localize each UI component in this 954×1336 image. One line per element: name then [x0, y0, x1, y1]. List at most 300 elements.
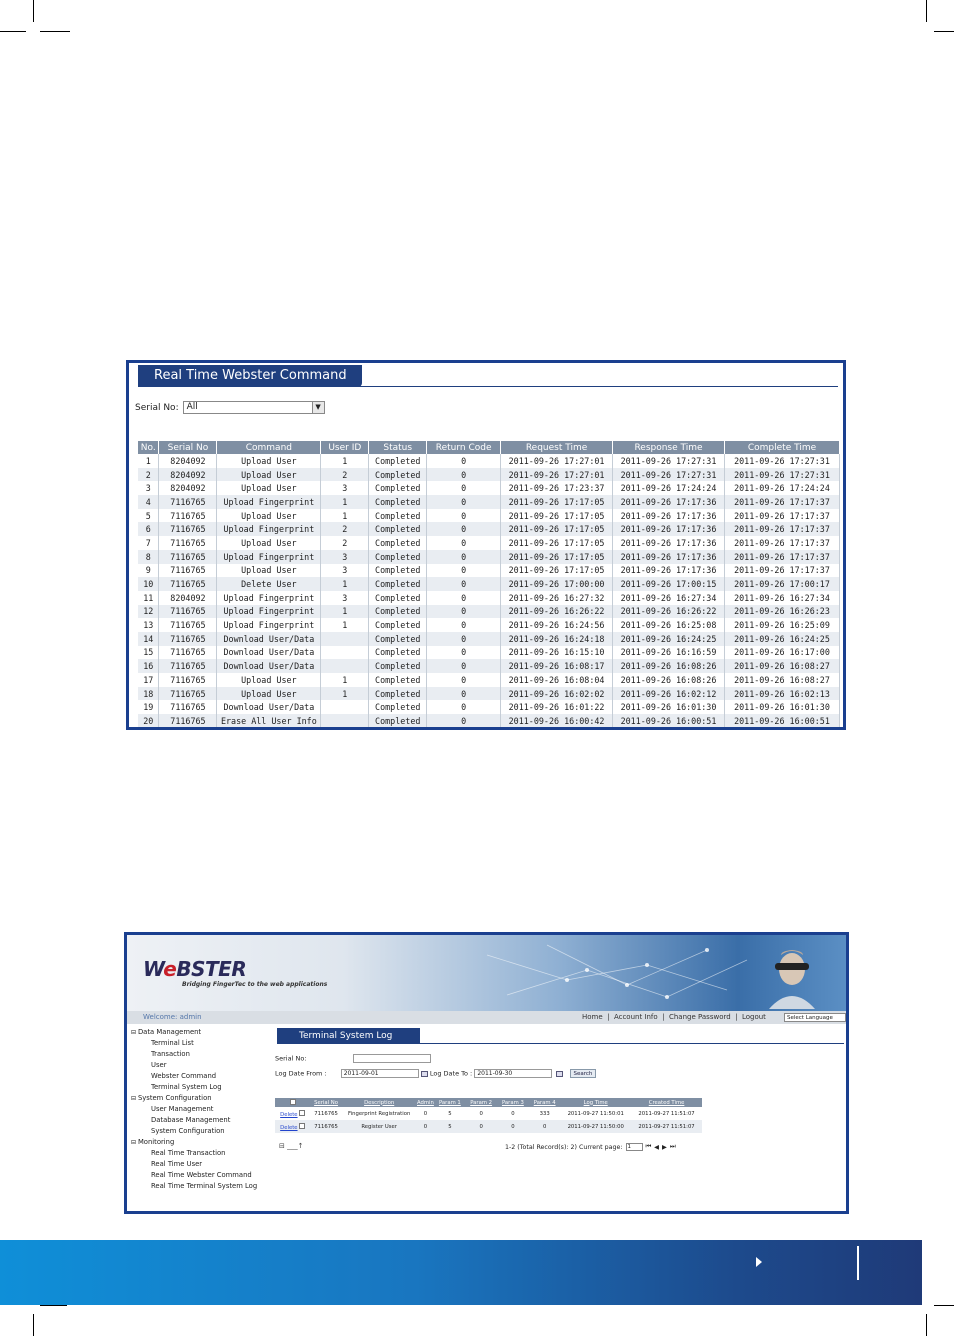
table-cell: Upload Fingerprint: [217, 522, 321, 536]
table-row: [138, 673, 840, 687]
table-cell: 2011-09-26 16:00:51: [724, 714, 839, 728]
table-cell: Completed: [369, 522, 427, 536]
person-with-visor-icon: [767, 947, 817, 1009]
table-cell: 2011-09-26 17:17:37: [724, 550, 839, 564]
column-header: Return Code: [427, 441, 501, 454]
table-cell: Completed: [369, 536, 427, 550]
table-row: [138, 564, 840, 578]
footer-divider: [857, 1246, 859, 1280]
table-cell: 6: [138, 522, 159, 536]
column-header: Param 4: [529, 1098, 560, 1107]
table-cell: 0: [427, 536, 501, 550]
table-header-row: [275, 1098, 702, 1107]
table-cell: 2011-09-27 11:51:07: [631, 1120, 702, 1133]
column-header: Param 3: [497, 1098, 529, 1107]
table-cell: [321, 700, 369, 714]
table-cell: 2011-09-26 16:25:08: [613, 618, 725, 632]
table-cell: 2011-09-26 17:17:05: [501, 564, 613, 578]
crop-mark: [934, 1305, 954, 1306]
table-cell: Completed: [369, 481, 427, 495]
pager-summary: 1-2 (Total Record(s): 2) Current page:: [505, 1143, 623, 1151]
table-cell: 0: [466, 1120, 497, 1133]
calendar-icon[interactable]: [556, 1071, 563, 1077]
sidebar-item[interactable]: User: [151, 1061, 167, 1069]
table-cell: 7116765: [159, 509, 217, 523]
table-cell: 2011-09-26 16:25:09: [724, 618, 839, 632]
table-row: [138, 605, 840, 619]
table-cell: Upload User: [217, 454, 321, 468]
table-cell: 3: [321, 591, 369, 605]
top-nav-bar: [127, 1011, 846, 1024]
table-cell: 7116765: [310, 1107, 341, 1120]
table-cell: 2011-09-26 16:08:27: [724, 673, 839, 687]
table-cell: 1: [321, 577, 369, 591]
table-cell: 7116765: [159, 522, 217, 536]
sidebar-item[interactable]: Transaction: [151, 1050, 190, 1058]
table-cell: 0: [497, 1107, 529, 1120]
sidebar-item[interactable]: Real Time User: [151, 1160, 203, 1168]
table-cell: 2011-09-26 16:26:22: [613, 605, 725, 619]
table-cell: 2011-09-26 16:08:27: [724, 659, 839, 673]
table-cell: 2011-09-26 16:00:42: [501, 714, 613, 728]
table-row: [138, 495, 840, 509]
table-cell: 7: [138, 536, 159, 550]
sidebar-item[interactable]: Real Time Webster Command: [151, 1171, 252, 1179]
crop-mark: [33, 0, 34, 22]
table-cell: 17: [138, 673, 159, 687]
table-cell: 7116765: [310, 1120, 341, 1133]
table-cell: 12: [138, 605, 159, 619]
table-cell: [321, 659, 369, 673]
change-password-link[interactable]: Change Password: [668, 1013, 731, 1021]
table-cell: 2011-09-26 16:01:30: [724, 700, 839, 714]
table-cell: Register User: [342, 1120, 417, 1133]
sidebar-item[interactable]: Terminal System Log: [151, 1083, 222, 1091]
table-cell: 0: [427, 673, 501, 687]
table-cell: 0: [427, 646, 501, 660]
sidebar-item[interactable]: Real Time Transaction: [151, 1149, 226, 1157]
table-row: [138, 522, 840, 536]
column-header: Status: [369, 441, 427, 454]
row-checkbox[interactable]: [299, 1110, 305, 1116]
header-banner: [127, 935, 846, 1011]
table-cell: 5: [434, 1120, 465, 1133]
table-cell: Completed: [369, 632, 427, 646]
sidebar-group[interactable]: ⊟ Data Management: [131, 1027, 263, 1038]
table-cell: 2011-09-26 16:26:22: [501, 605, 613, 619]
table-cell: 0: [427, 481, 501, 495]
table-cell: Fingerprint Registration: [342, 1107, 417, 1120]
table-row: [138, 550, 840, 564]
table-cell: Completed: [369, 673, 427, 687]
table-header-row: [138, 441, 840, 454]
table-cell: 0: [427, 550, 501, 564]
serial-select-value: All: [186, 402, 198, 412]
calendar-icon[interactable]: [421, 1071, 428, 1077]
table-row: [138, 536, 840, 550]
log-date-from-label: Log Date From :: [275, 1069, 327, 1078]
welcome-text: Welcome: admin: [143, 1013, 202, 1021]
table-cell: Completed: [369, 468, 427, 482]
table-cell: Download User/Data: [217, 632, 321, 646]
table-cell: 2011-09-26 16:24:18: [501, 632, 613, 646]
table-cell: 2011-09-26 17:00:15: [613, 577, 725, 591]
table-cell: 2011-09-26 17:17:37: [724, 495, 839, 509]
table-cell: 2011-09-26 17:17:37: [724, 536, 839, 550]
prev-page-icon[interactable]: ◀: [654, 1143, 660, 1151]
table-cell: 2011-09-26 16:24:25: [613, 632, 725, 646]
bulk-delete-tool[interactable]: ⊟ ___↑: [279, 1142, 304, 1150]
table-cell: 19: [138, 700, 159, 714]
table-cell: Upload User: [217, 468, 321, 482]
column-header[interactable]: [275, 1098, 310, 1107]
table-cell: [321, 714, 369, 728]
table-cell: 0: [427, 659, 501, 673]
table-cell: 1: [321, 605, 369, 619]
command-table: [138, 441, 840, 728]
table-cell: 0: [529, 1120, 560, 1133]
sidebar-group[interactable]: ⊟ Monitoring: [131, 1137, 263, 1148]
table-row: [138, 700, 840, 714]
table-cell: 2011-09-26 17:17:05: [501, 509, 613, 523]
crop-mark: [40, 1305, 67, 1306]
table-cell: 0: [427, 509, 501, 523]
table-cell: Completed: [369, 495, 427, 509]
table-cell: 1: [321, 495, 369, 509]
sidebar-item[interactable]: Webster Command: [151, 1072, 217, 1080]
table-cell: 7116765: [159, 673, 217, 687]
crop-mark: [40, 31, 70, 32]
first-page-icon[interactable]: ⏮: [645, 1143, 652, 1150]
column-header: Created Time: [631, 1098, 702, 1107]
table-cell: 0: [427, 468, 501, 482]
table-row: [138, 714, 840, 728]
table-cell: Download User/Data: [217, 659, 321, 673]
row-checkbox[interactable]: [299, 1123, 305, 1129]
table-cell: 0: [427, 495, 501, 509]
table-cell: 0: [427, 700, 501, 714]
table-cell: 2011-09-26 17:17:36: [613, 522, 725, 536]
table-row: [138, 468, 840, 482]
table-cell: 3: [138, 481, 159, 495]
table-cell: 2011-09-26 17:27:31: [724, 468, 839, 482]
table-cell: 0: [466, 1107, 497, 1120]
table-cell: 8204092: [159, 454, 217, 468]
table-row: [138, 454, 840, 468]
table-cell: Completed: [369, 646, 427, 660]
table-cell: 333: [529, 1107, 560, 1120]
table-cell: 3: [321, 481, 369, 495]
table-cell: Completed: [369, 454, 427, 468]
table-cell: Upload Fingerprint: [217, 605, 321, 619]
table-cell: 2011-09-27 11:50:00: [560, 1120, 631, 1133]
table-cell: Completed: [369, 550, 427, 564]
table-row: [138, 481, 840, 495]
column-header: Command: [217, 441, 321, 454]
serial-label: Serial No:: [135, 402, 179, 413]
page-select[interactable]: 1: [626, 1143, 643, 1151]
table-cell: 2011-09-26 17:27:31: [724, 454, 839, 468]
table-cell: Download User/Data: [217, 700, 321, 714]
top-links: Home | Account Info | Change Password | Logout: [582, 1013, 766, 1021]
serial-input[interactable]: [353, 1054, 431, 1063]
serial-filter: [275, 1054, 431, 1063]
table-cell: 2011-09-26 16:27:34: [613, 591, 725, 605]
date-filter: [275, 1069, 596, 1078]
table-cell: 2: [138, 468, 159, 482]
table-cell: 8204092: [159, 481, 217, 495]
table-cell: 2011-09-26 17:17:36: [613, 550, 725, 564]
table-cell: Upload User: [217, 673, 321, 687]
table-cell: Erase All User Info: [217, 714, 321, 728]
table-cell: Upload Fingerprint: [217, 591, 321, 605]
table-cell: Download User/Data: [217, 646, 321, 660]
table-cell: 2011-09-26 16:24:56: [501, 618, 613, 632]
select-all-checkbox[interactable]: [290, 1099, 296, 1105]
table-row: [138, 577, 840, 591]
column-header: Description: [342, 1098, 417, 1107]
table-cell: [275, 1120, 310, 1133]
table-cell: 2011-09-26 16:01:22: [501, 700, 613, 714]
table-cell: 2011-09-26 16:08:26: [613, 673, 725, 687]
table-cell: 2011-09-26 17:17:36: [613, 495, 725, 509]
title-underline: [138, 386, 838, 387]
serial-label: Serial No:: [275, 1054, 307, 1063]
table-cell: 8204092: [159, 591, 217, 605]
table-cell: Completed: [369, 577, 427, 591]
system-log-table: [275, 1098, 702, 1133]
sidebar-item[interactable]: User Management: [151, 1105, 214, 1113]
table-cell: 2011-09-26 17:00:00: [501, 577, 613, 591]
column-header: Param 2: [466, 1098, 497, 1107]
table-cell: 2011-09-26 16:08:17: [501, 659, 613, 673]
crop-mark: [926, 1314, 927, 1336]
column-header: Complete Time: [724, 441, 839, 454]
table-cell: 0: [427, 577, 501, 591]
next-page-icon[interactable]: ▶: [662, 1143, 667, 1151]
footer-band: [0, 1240, 922, 1305]
serial-filter: [135, 401, 325, 414]
table-cell: 2011-09-26 17:27:31: [613, 468, 725, 482]
table-cell: 5: [434, 1107, 465, 1120]
table-cell: 2011-09-26 17:24:24: [613, 481, 725, 495]
table-cell: Completed: [369, 605, 427, 619]
table-cell: 5: [138, 509, 159, 523]
table-row: [138, 687, 840, 701]
language-select[interactable]: Select Language: [784, 1013, 846, 1022]
webster-logo: WeBSTER: [143, 957, 247, 981]
table-cell: Completed: [369, 700, 427, 714]
table-cell: 7116765: [159, 632, 217, 646]
table-cell: 2011-09-26 17:27:01: [501, 454, 613, 468]
table-cell: 4: [138, 495, 159, 509]
table-row: [275, 1120, 702, 1133]
table-cell: 2011-09-26 16:17:00: [724, 646, 839, 660]
table-cell: 2011-09-26 17:27:01: [501, 468, 613, 482]
table-cell: [275, 1107, 310, 1120]
table-cell: 0: [427, 591, 501, 605]
table-cell: 2011-09-26 16:26:23: [724, 605, 839, 619]
table-cell: Upload Fingerprint: [217, 495, 321, 509]
logout-link[interactable]: Logout: [741, 1013, 766, 1021]
table-row: [138, 646, 840, 660]
terminal-log-screenshot: [124, 932, 849, 1214]
sidebar-menu: [131, 1027, 263, 1192]
table-row: [138, 659, 840, 673]
table-cell: 2011-09-26 16:02:02: [501, 687, 613, 701]
table-cell: 2: [321, 536, 369, 550]
table-cell: 7116765: [159, 700, 217, 714]
table-cell: Delete User: [217, 577, 321, 591]
table-cell: 0: [427, 618, 501, 632]
table-cell: 7116765: [159, 646, 217, 660]
table-cell: 2011-09-26 16:15:10: [501, 646, 613, 660]
table-cell: 2011-09-26 17:17:05: [501, 550, 613, 564]
table-cell: 2011-09-26 16:16:59: [613, 646, 725, 660]
table-cell: 8204092: [159, 468, 217, 482]
chevron-down-icon[interactable]: ▼: [312, 402, 324, 413]
crop-mark: [0, 31, 26, 32]
table-cell: 7116765: [159, 550, 217, 564]
table-cell: 2011-09-26 17:17:36: [613, 536, 725, 550]
table-cell: 2011-09-26 16:27:34: [724, 591, 839, 605]
table-cell: 2011-09-26 17:17:05: [501, 536, 613, 550]
table-cell: 2011-09-26 16:00:51: [613, 714, 725, 728]
table-cell: 3: [321, 550, 369, 564]
table-cell: 7116765: [159, 605, 217, 619]
table-cell: 0: [427, 605, 501, 619]
table-cell: 20: [138, 714, 159, 728]
table-cell: 2011-09-26 17:17:37: [724, 509, 839, 523]
table-cell: Upload User: [217, 687, 321, 701]
table-cell: 2011-09-26 17:17:36: [613, 509, 725, 523]
table-row: [138, 618, 840, 632]
table-cell: Completed: [369, 591, 427, 605]
table-cell: 1: [321, 618, 369, 632]
table-cell: 0: [417, 1120, 435, 1133]
search-button[interactable]: Search: [570, 1069, 597, 1078]
table-cell: 18: [138, 687, 159, 701]
table-cell: 2011-09-26 16:08:26: [613, 659, 725, 673]
log-date-to-input[interactable]: 2011-09-30: [474, 1069, 552, 1078]
serial-select[interactable]: [183, 401, 325, 414]
table-cell: 2011-09-26 16:08:04: [501, 673, 613, 687]
table-cell: 0: [427, 714, 501, 728]
log-date-to-label: Log Date To :: [429, 1069, 473, 1078]
table-cell: 0: [427, 687, 501, 701]
title-underline: [277, 1043, 844, 1044]
column-header: User ID: [321, 441, 369, 454]
table-cell: 2011-09-27 11:50:01: [560, 1107, 631, 1120]
table-cell: 2011-09-26 16:02:13: [724, 687, 839, 701]
table-cell: Completed: [369, 687, 427, 701]
table-cell: 2011-09-26 16:27:32: [501, 591, 613, 605]
table-cell: 1: [321, 687, 369, 701]
table-cell: 2011-09-26 17:17:05: [501, 495, 613, 509]
table-cell: 0: [417, 1107, 435, 1120]
table-cell: 3: [321, 564, 369, 578]
table-cell: Completed: [369, 618, 427, 632]
table-cell: Completed: [369, 714, 427, 728]
realtime-command-screenshot: [126, 360, 846, 730]
table-cell: 7116765: [159, 618, 217, 632]
table-cell: Upload User: [217, 481, 321, 495]
table-cell: 0: [427, 632, 501, 646]
table-cell: 8: [138, 550, 159, 564]
sidebar-item[interactable]: System Configuration: [151, 1127, 225, 1135]
crop-mark: [934, 31, 954, 32]
table-cell: 1: [321, 509, 369, 523]
table-cell: 1: [321, 454, 369, 468]
table-cell: 2011-09-26 17:00:17: [724, 577, 839, 591]
table-cell: Completed: [369, 509, 427, 523]
table-cell: 7116765: [159, 687, 217, 701]
arrow-right-icon: [756, 1257, 762, 1267]
pagination: [505, 1143, 676, 1151]
last-page-icon[interactable]: ⏭: [669, 1143, 676, 1150]
delete-link[interactable]: Delete: [280, 1124, 298, 1131]
table-cell: 7116765: [159, 659, 217, 673]
home-link[interactable]: Home: [582, 1013, 603, 1021]
table-cell: 2011-09-26 17:27:31: [613, 454, 725, 468]
account-info-link[interactable]: Account Info: [613, 1013, 658, 1021]
table-cell: 15: [138, 646, 159, 660]
table-cell: 1: [321, 673, 369, 687]
crop-mark: [926, 0, 927, 22]
table-cell: [321, 646, 369, 660]
column-header: Response Time: [613, 441, 725, 454]
sidebar-item[interactable]: Database Management: [151, 1116, 231, 1124]
table-cell: 11: [138, 591, 159, 605]
table-row: [138, 509, 840, 523]
table-cell: Upload Fingerprint: [217, 618, 321, 632]
column-header: Serial No: [159, 441, 217, 454]
table-cell: 13: [138, 618, 159, 632]
table-cell: 7116765: [159, 564, 217, 578]
page-title: Terminal System Log: [277, 1028, 420, 1044]
table-cell: Upload User: [217, 564, 321, 578]
table-cell: 14: [138, 632, 159, 646]
table-cell: 10: [138, 577, 159, 591]
table-row: [138, 632, 840, 646]
table-cell: Completed: [369, 564, 427, 578]
table-cell: [321, 632, 369, 646]
table-cell: 2011-09-26 17:23:37: [501, 481, 613, 495]
table-cell: 0: [497, 1120, 529, 1133]
table-cell: 2011-09-26 17:17:37: [724, 564, 839, 578]
table-cell: 7116765: [159, 495, 217, 509]
table-cell: 2011-09-26 17:17:36: [613, 564, 725, 578]
table-cell: 16: [138, 659, 159, 673]
delete-link[interactable]: Delete: [280, 1111, 298, 1118]
sidebar-item[interactable]: Real Time Terminal System Log: [151, 1182, 258, 1190]
sidebar-item[interactable]: Terminal List: [151, 1039, 194, 1047]
table-cell: 2: [321, 522, 369, 536]
table-cell: Upload Fingerprint: [217, 550, 321, 564]
table-cell: 7116765: [159, 536, 217, 550]
log-date-from-input[interactable]: 2011-09-01: [341, 1069, 419, 1078]
column-header: Request Time: [501, 441, 613, 454]
column-header: Serial No: [310, 1098, 341, 1107]
table-cell: 7116765: [159, 714, 217, 728]
table-row: [275, 1107, 702, 1120]
table-cell: 2011-09-26 16:24:25: [724, 632, 839, 646]
sidebar-group[interactable]: ⊟ System Configuration: [131, 1093, 263, 1104]
table-cell: 2011-09-27 11:51:07: [631, 1107, 702, 1120]
table-cell: Upload User: [217, 509, 321, 523]
table-row: [138, 591, 840, 605]
table-cell: 2011-09-26 17:17:05: [501, 522, 613, 536]
